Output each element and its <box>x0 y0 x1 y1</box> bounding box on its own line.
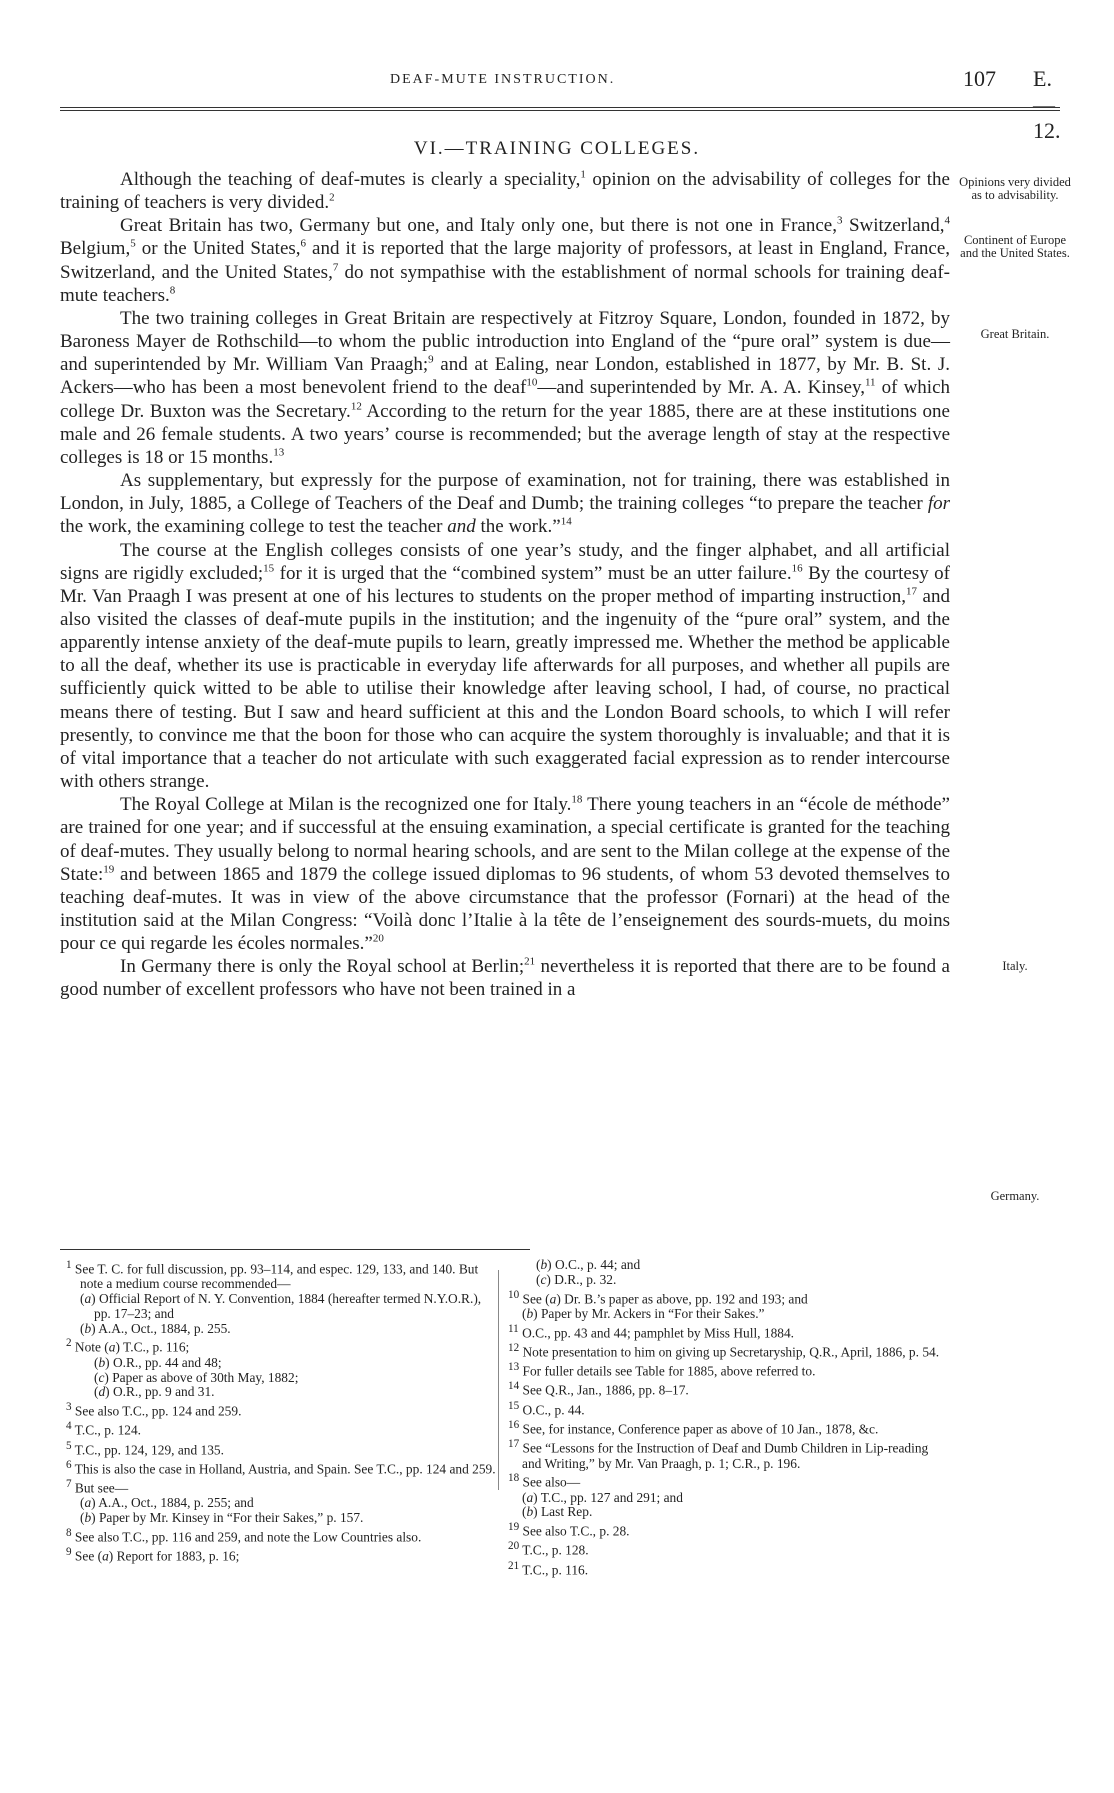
footnote: $^3$ See also T.C., pp. 124 and 259. <box>66 1401 242 1419</box>
paragraph: Great Britain has two, Germany but one, and Italy only one, but there is not one in France,$^3$ Switzerland,$^4$ Belgium,$^5$ or the United States,$^6$ and it is reported that the large majority of professors, at least in England, France, Switzerland, and the United States,$^7$ do not sympathise with the establishment of normal schools for training deaf-mute teachers.$^8$ <box>60 214 951 306</box>
footnotes-right-column <box>508 1258 948 1578</box>
header-rule <box>60 107 1060 108</box>
footnote: $^{12}$ Note presentation to him on giving up Secretaryship, Q.R., April, 1886, p. 54. <box>508 1341 940 1360</box>
footnote: $^6$ This is also the case in Holland, Austria, and Spain. See T.C., pp. 124 and 259. <box>66 1458 496 1477</box>
document-code: E.—12. <box>1033 66 1061 143</box>
footnote: (c) Paper as above of 30th May, 1882; <box>94 1369 299 1385</box>
footnote: $^{16}$ See, for instance, Conference paper as above of 10 Jan., 1878, &c. <box>508 1418 879 1437</box>
footnote: $^9$ See (a) Report for 1883, p. 16; <box>66 1546 240 1564</box>
footnote: $^{10}$ See (a) Dr. B.’s paper as above, pp. 192 and 193; and <box>508 1288 808 1307</box>
footnote-rule <box>60 1249 530 1250</box>
margin-note: Italy. <box>1002 959 1028 973</box>
paragraph: The two training colleges in Great Britain are respectively at Fitzroy Square, London, founded in 1872, by Baroness Mayer de Rothschild—to whom the public introduction into England of the “pure oral” system is due—and superintended by Mr. William Van Praagh;$^9$ and at Ealing, near London, established in 1877, by Mr. B. St. J. Ackers—who has been a most benevolent friend to the deaf$^{10}$—and superintended by Mr. A. A. Kinsey,$^{11}$ of which college Dr. Buxton was the Secretary.$^{12}$ According to the return for the year 1885, there are at these institutions one male and 26 female students. A two years’ course is recommended; but the average length of stay at the respective colleges is 18 or 15 months.$^{13}$ <box>60 307 950 468</box>
footnote: (a) A.A., Oct., 1884, p. 255; and <box>80 1495 254 1511</box>
footnote: $^{15}$ O.C., p. 44. <box>508 1399 585 1418</box>
footnote: (b) A.A., Oct., 1884, p. 255. <box>80 1320 231 1336</box>
footnote: $^{13}$ For fuller details see Table for 1885, above referred to. <box>508 1361 816 1379</box>
page-number: 107 <box>963 66 996 91</box>
running-head-title: DEAF-MUTE INSTRUCTION. <box>390 72 616 87</box>
margin-note: Continent of Europe and the United States. <box>960 233 1070 260</box>
footnote: $^{14}$ See Q.R., Jan., 1886, pp. 8–17. <box>508 1380 689 1398</box>
footnote-column-separator <box>498 1270 499 1490</box>
footnote: (b) Paper by Mr. Kinsey in “For their Sakes,” p. 157. <box>80 1510 364 1526</box>
body-text <box>60 168 950 1002</box>
footnote: $^{17}$ See “Lessons for the Instruction of Deaf and Dumb Children in Lip-reading and Writing,” by Mr. Van Praagh, p. 1; C.R., p. 196. <box>508 1438 929 1471</box>
footnote: (a) Official Report of N. Y. Convention, 1884 (hereafter termed N.Y.O.R.), pp. 17–23; and <box>80 1291 482 1321</box>
paragraph: Although the teaching of deaf-mutes is clearly a speciality,$^1$ opinion on the advisability of colleges for the training of teachers is very divided.$^2$ <box>60 168 950 214</box>
paragraph: The Royal College at Milan is the recognized one for Italy.$^{18}$ There young teachers in an “école de méthode” are trained for one year; and if successful at the ensuing examination, a special certificate is granted for the teaching of deaf-mutes. They usually belong to normal hearing schools, and are sent to the Milan college at the expense of the State:$^{19}$ and between 1865 and 1879 the college issued diplomas to 96 students, of whom 53 devoted themselves to teaching deaf-mutes. It was in view of the above circumstance that the professor (Fornari) at the head of the institution said at the Milan Congress: “Voilà donc l’Italie à la tête de l’enseignement des sourds-muets, du moins pour ce qui regarde les écoles normales.”$^{20}$ <box>60 793 950 955</box>
running-head <box>60 60 1061 143</box>
footnote: $^{20}$ T.C., p. 128. <box>508 1540 589 1558</box>
footnote: $^4$ T.C., p. 124. <box>66 1420 142 1438</box>
margin-note: Great Britain. <box>980 327 1050 341</box>
footnote: $^{11}$ O.C., pp. 43 and 44; pamphlet by Miss Hull, 1884. <box>508 1322 794 1341</box>
footnote: $^8$ See also T.C., pp. 116 and 259, and note the Low Countries also. <box>66 1527 422 1545</box>
footnote: (b) Last Rep. <box>522 1504 593 1520</box>
footnote: (a) T.C., pp. 127 and 291; and <box>522 1489 683 1505</box>
footnote: $^{18}$ See also— <box>508 1472 581 1490</box>
footnote: $^2$ Note (a) T.C., p. 116; <box>66 1337 190 1355</box>
footnote: (b) O.R., pp. 44 and 48; <box>94 1354 222 1370</box>
header-rule-double <box>60 110 1060 111</box>
footnote: $^{21}$ T.C., p. 116. <box>508 1559 589 1578</box>
margin-note: Opinions very divided as to advisability. <box>959 175 1071 202</box>
footnote: (b) Paper by Mr. Ackers in “For their Sakes.” <box>522 1305 765 1321</box>
paragraph: As supplementary, but expressly for the purpose of examination, not for training, there was established in London, in July, 1885, a College of Teachers of the Deaf and Dumb; the training colleges “to prepare the teacher for the work, the examining college to test the teacher and the work.”$^{14}$ <box>60 470 950 538</box>
footnote: (b) O.C., p. 44; and <box>536 1257 641 1272</box>
footnote: (c) D.R., p. 32. <box>536 1271 617 1287</box>
footnote: (d) O.R., pp. 9 and 31. <box>94 1384 215 1400</box>
paragraph: The course at the English colleges consists of one year’s study, and the finger alphabet, and all artificial signs are rigidly excluded;$^{15}$ for it is urged that the “combined system” must be an utter failure.$^{16}$ By the courtesy of Mr. Van Praagh I was present at one of his lectures to students on the proper method of imparting instruction,$^{17}$ and also visited the classes of deaf-mute pupils in the institution; and the ingenuity of the “pure oral” system, and the apparently intense anxiety of the deaf-mute pupils to learn, greatly impressed me. Whether the method be applicable to all the deaf, whether its use is practicable in everyday life afterwards for all purposes, and whether all pupils are sufficiently quick witted to be able to utilise their knowledge after leaving school, I had, of course, no practical means there of testing. But I saw and heard sufficient at this and the London Board schools, to which I will refer presently, to convince me that the boon for those who can acquire the system thoroughly is invaluable; and that it is of vital importance that a teacher do not articulate with such exaggerated facial expression as to render intercourse with others strange. <box>60 539 951 793</box>
section-title: VI.—TRAINING COLLEGES. <box>413 138 701 159</box>
footnote: $^{19}$ See also T.C., p. 28. <box>508 1521 630 1539</box>
paragraph: In Germany there is only the Royal school at Berlin;$^{21}$ nevertheless it is reported that there are to be found a good number of excellent professors who have not been trained in a <box>60 955 950 1001</box>
footnote: $^5$ T.C., pp. 124, 129, and 135. <box>66 1439 224 1458</box>
margin-note: Germany. <box>990 1189 1040 1203</box>
footnote: $^7$ But see— <box>66 1478 129 1496</box>
footnote: $^1$ See T. C. for full discussion, pp. 93–114, and espec. 129, 133, and 140. But note a medium course recommended— <box>66 1259 479 1292</box>
footnotes-left-column <box>66 1258 496 1565</box>
